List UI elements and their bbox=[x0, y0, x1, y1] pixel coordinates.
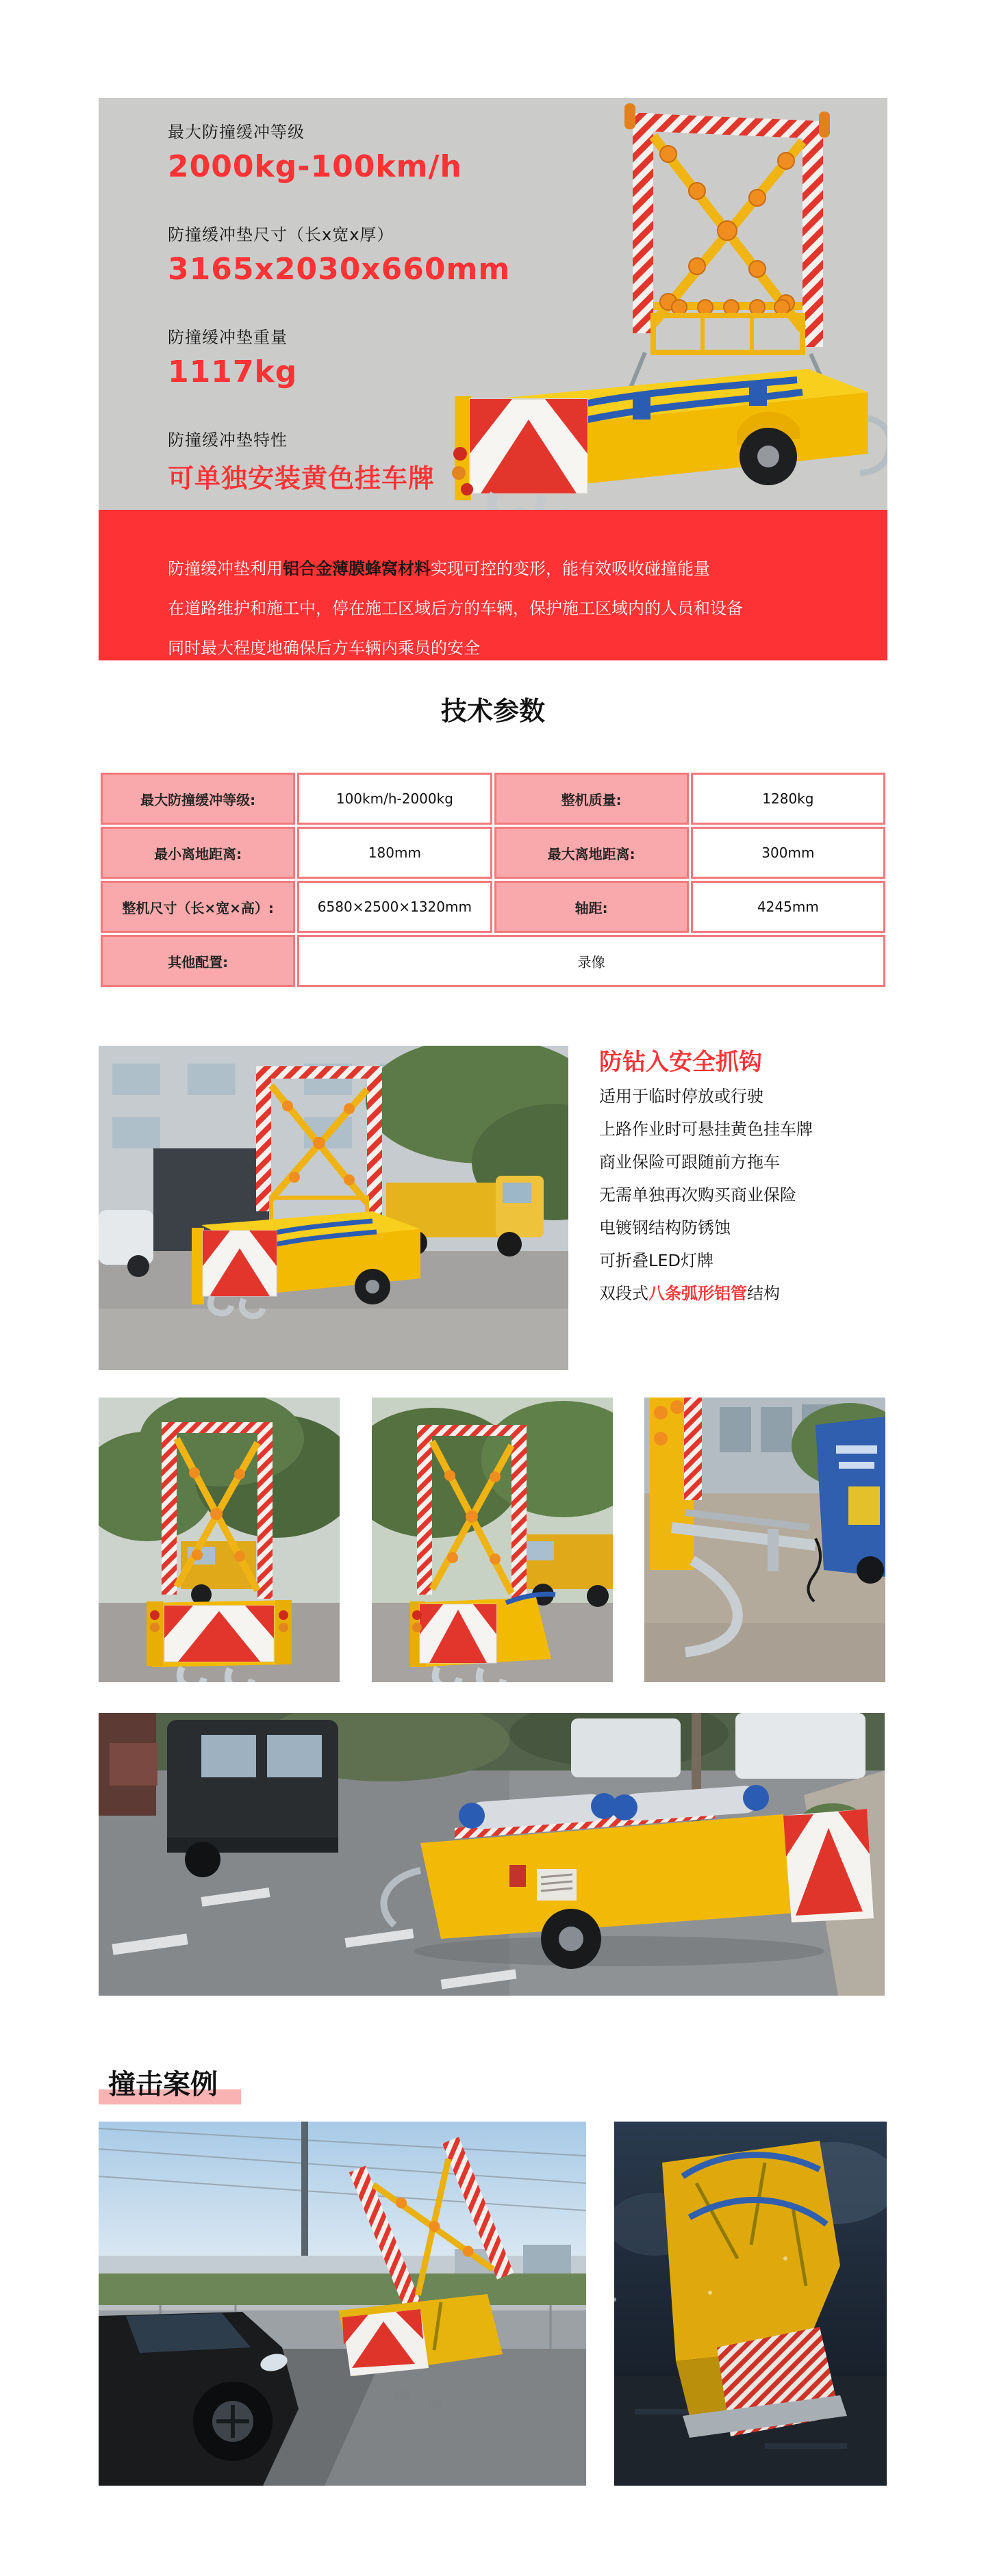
spec-value: 2000kg-100km/h bbox=[168, 149, 462, 184]
table-row bbox=[101, 881, 885, 933]
table-row bbox=[101, 827, 885, 879]
description-line-2: 在道路维护和施工中，停在施工区域后方的车辆，保护施工区域内的人员和设备 bbox=[168, 599, 743, 618]
param-label: 最大离地距离: bbox=[494, 827, 689, 879]
param-value: 录像 bbox=[297, 935, 885, 987]
spec-label: 防撞缓冲垫特性 bbox=[168, 430, 288, 450]
tech-params-table-wrap bbox=[99, 771, 887, 989]
gallery-photo-angled-rear-view bbox=[372, 1398, 613, 1682]
feature-item: 无需单独再次购买商业保险 bbox=[599, 1185, 796, 1205]
feature-title: 防钻入安全抓钩 bbox=[599, 1048, 762, 1076]
feature-item: 电镀钢结构防锈蚀 bbox=[599, 1218, 731, 1237]
hero-product-photo-crash-cushion-trailer bbox=[427, 98, 887, 510]
case-photo-night-impact bbox=[614, 2122, 887, 2486]
param-label: 其他配置: bbox=[101, 935, 295, 987]
description-panel bbox=[99, 510, 887, 660]
feature-section bbox=[99, 1046, 887, 1370]
spec-value: 可单独安装黄色挂车牌 bbox=[168, 463, 435, 493]
spec-label: 防撞缓冲垫重量 bbox=[168, 328, 288, 347]
cases-row bbox=[99, 2122, 887, 2486]
param-value: 1280kg bbox=[691, 773, 885, 825]
feature-list bbox=[599, 1080, 813, 1310]
spec-value: 3165x2030x660mm bbox=[168, 252, 511, 287]
param-value: 6580×2500×1320mm bbox=[297, 881, 492, 933]
street-photo-trailer-on-road bbox=[99, 1713, 885, 1996]
gallery-photo-rear-view bbox=[99, 1398, 340, 1682]
param-label: 最小离地距离: bbox=[101, 827, 295, 879]
param-value: 100km/h-2000kg bbox=[297, 773, 492, 825]
spec-value: 1117kg bbox=[168, 355, 298, 389]
highlight-structure: 八条弧形铝管 bbox=[648, 1284, 747, 1303]
feature-item-highlighted: 双段式八条弧形铝管结构 bbox=[599, 1284, 780, 1303]
section-title-tech-params: 技术参数 bbox=[440, 696, 545, 726]
spec-label: 防撞缓冲垫尺寸（长x宽x厚） bbox=[168, 225, 394, 244]
spec-panel bbox=[99, 98, 887, 510]
spec-label: 最大防撞缓冲等级 bbox=[168, 123, 305, 142]
description-line-3: 同时最大程度地确保后方车辆内乘员的安全 bbox=[168, 639, 480, 658]
feature-item: 商业保险可跟随前方拖车 bbox=[599, 1152, 780, 1172]
param-label: 轴距: bbox=[494, 881, 689, 933]
param-label: 整机尺寸（长×宽×高）: bbox=[101, 881, 295, 933]
feature-item: 适用于临时停放或行驶 bbox=[599, 1087, 763, 1106]
section-title-impact-cases: 撞击案例 bbox=[108, 2069, 218, 2100]
case-photo-daytime-impact bbox=[99, 2122, 586, 2486]
cases-title-block bbox=[99, 2063, 318, 2107]
gallery-row bbox=[99, 1398, 887, 1682]
param-label: 最大防撞缓冲等级: bbox=[101, 773, 295, 825]
param-label: 整机质量: bbox=[494, 773, 689, 825]
street-photo-wrap bbox=[99, 1713, 885, 1996]
param-value: 300mm bbox=[691, 827, 885, 879]
table-row bbox=[101, 935, 885, 987]
description-line-1: 防撞缓冲垫利用铝合金薄膜蜂窝材料实现可控的变形，能有效吸收碰撞能量 bbox=[168, 559, 710, 578]
tech-params-table bbox=[99, 771, 887, 989]
feature-photo-trailer-yard bbox=[99, 1046, 568, 1370]
highlight-material: 铝合金薄膜蜂窝材料 bbox=[283, 559, 431, 578]
param-value: 4245mm bbox=[691, 881, 885, 933]
feature-item: 可折叠LED灯牌 bbox=[599, 1251, 714, 1270]
feature-item: 上路作业时可悬挂黄色挂车牌 bbox=[599, 1120, 813, 1139]
param-value: 180mm bbox=[297, 827, 492, 879]
table-row bbox=[101, 773, 885, 825]
gallery-photo-hook-closeup bbox=[644, 1398, 885, 1682]
